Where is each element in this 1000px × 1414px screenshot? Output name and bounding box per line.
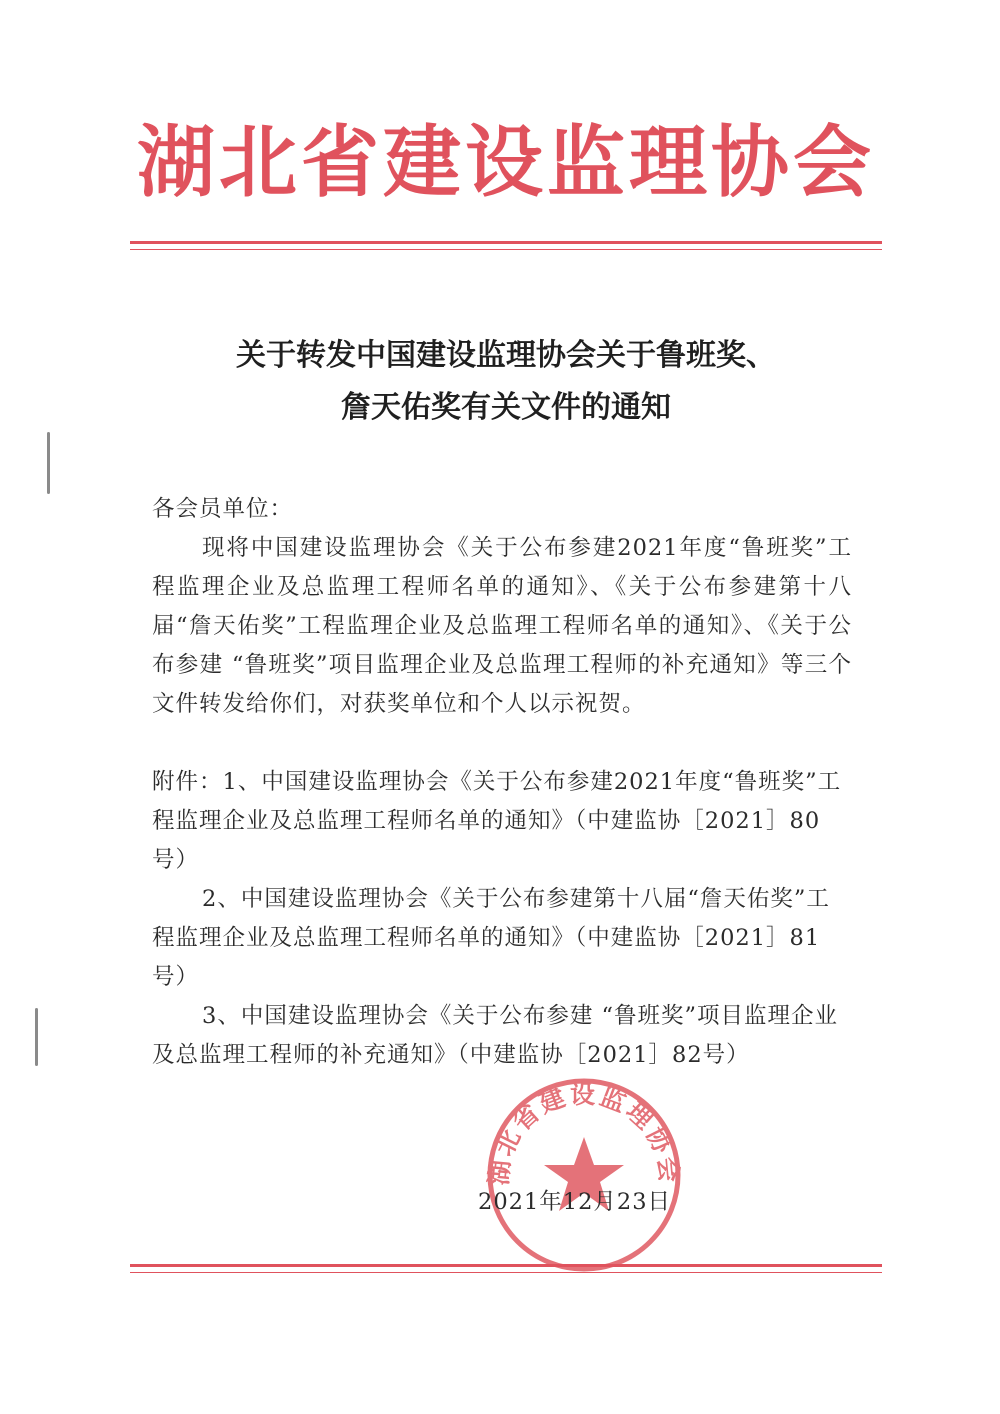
document-title [130,330,882,434]
document-title-line-1: 关于转发中国建设监理协会关于鲁班奖、 [236,338,776,373]
body-paragraph: 现将中国建设监理协会《关于公布参建2021年度“鲁班奖”工程监理企业及总监理工程师名单的通知》、《关于公布参建第十八届“詹天佑奖”工程监理企业及总监理工程师名单的通知》、《关于公布参建 “鲁班奖”项目监理企业及总监理工程师的补充通知》等三个文件转发给你们，对获奖单位和个人以示祝贺。 [152,535,852,717]
seal-text: 湖北省建设监理协会 [484,1080,684,1187]
attachment-item-2: 2、中国建设监理协会《关于公布参建第十八届“詹天佑奖”工程监理企业及总监理工程师名单的通知》（中建监协［2021］81号） [152,886,830,990]
attachment-item-1: 附件：1、中国建设监理协会《关于公布参建2021年度“鲁班奖”工程监理企业及总监理工程师名单的通知》（中建监协［2021］80号） [152,769,842,873]
attachment-item-3: 3、中国建设监理协会《关于公布参建 “鲁班奖”项目监理企业及总监理工程师的补充通知》（中建监协［2021］82号） [152,1003,838,1068]
binding-staple-mark-bottom [35,1008,38,1066]
issue-date: 2021年12月23日 [478,1189,672,1215]
binding-staple-mark-top [47,432,50,494]
letterhead-divider-top [130,241,882,250]
footer-divider [130,1264,882,1273]
letterhead-org-name: 湖北省建设监理协会 [136,118,875,208]
official-seal [484,1075,684,1275]
document-body [152,490,852,1075]
salutation: 各会员单位： [152,496,294,522]
document-title-line-2: 詹天佑奖有关文件的通知 [341,390,671,425]
